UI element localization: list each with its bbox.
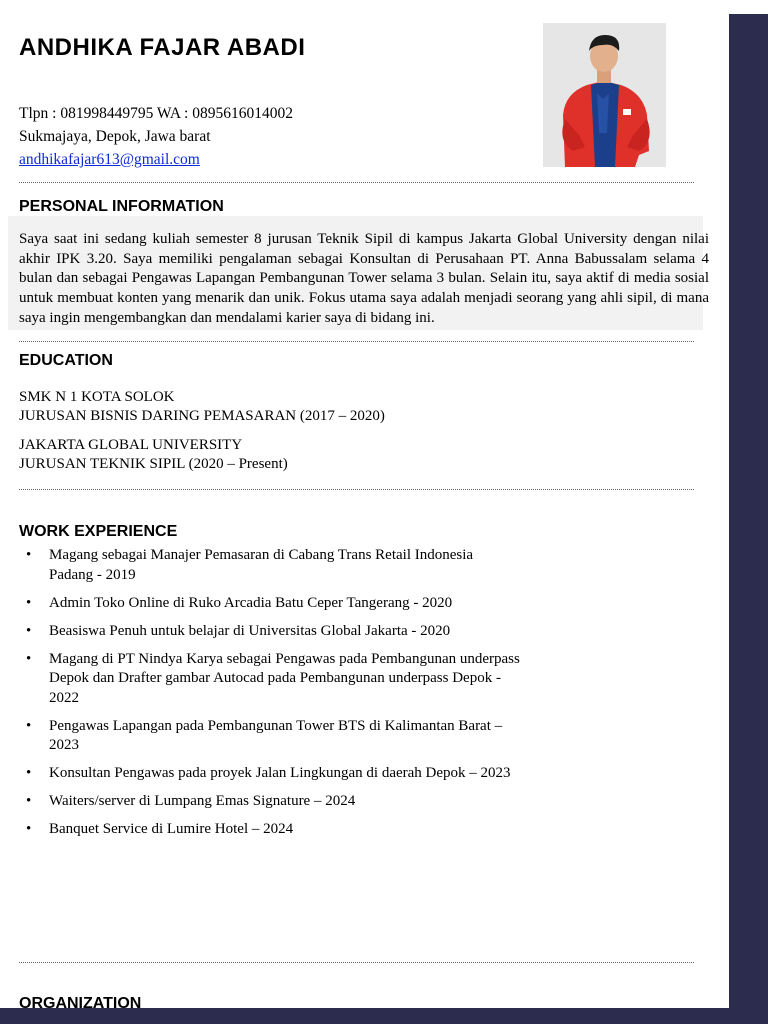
- list-item: [0, 792, 520, 812]
- bullet-icon: •: [26, 650, 32, 667]
- list-item: [0, 820, 520, 840]
- list-item: [0, 764, 520, 784]
- divider-work: [19, 962, 694, 963]
- candidate-name: ANDHIKA FAJAR ABADI: [19, 34, 306, 61]
- bullet-icon: •: [26, 821, 32, 837]
- bullet-icon: •: [26, 547, 32, 563]
- education-detail-1: JURUSAN BISNIS DARING PEMASARAN (2017 – 2020): [19, 408, 385, 424]
- list-item: [0, 717, 520, 756]
- section-title-work: WORK EXPERIENCE: [19, 523, 178, 540]
- decorative-sidebar-bar: [729, 14, 768, 1024]
- bullet-icon: •: [26, 765, 32, 781]
- bullet-icon: •: [26, 594, 32, 611]
- bullet-icon: •: [26, 622, 32, 639]
- work-item-text: Waiters/server di Lumpang Emas Signature – 2024: [49, 793, 356, 809]
- section-title-organization: ORGANIZATION: [19, 995, 142, 1012]
- work-item-text: Pengawas Lapangan pada Pembangunan Tower BTS di Kalimantan Barat – 2023: [49, 717, 503, 753]
- list-item: [0, 650, 520, 709]
- section-title-personal: PERSONAL INFORMATION: [19, 198, 224, 215]
- divider-header: [19, 182, 694, 183]
- personal-info-text: Saya saat ini sedang kuliah semester 8 jurusan Teknik Sipil di kampus Jakarta Global University dengan nilai akhir IPK 3.20. Saya memiliki pengalaman sebagai Konsultan di Perusahaan PT. Anna Babussalam selama 4 bulan dan sebagai Pengawas Lapangan Pembangunan Tower selama 3 bulan. Selain itu, saya aktif di media sosial untuk membuat konten yang menarik dan unik. Fokus utama saya adalah menjadi seorang yang ahli sipil, di mana saya ingin mengembangkan dan mendalami karier saya di bidang ini.: [19, 231, 709, 326]
- work-item-text: Beasiswa Penuh untuk belajar di Universitas Global Jakarta - 2020: [49, 622, 451, 639]
- bullet-icon: •: [26, 793, 32, 809]
- work-item-text: Konsultan Pengawas pada proyek Jalan Lingkungan di daerah Depok – 2023: [49, 765, 511, 781]
- education-detail-2: JURUSAN TEKNIK SIPIL (2020 – Present): [19, 456, 288, 472]
- profile-photo: [543, 23, 666, 167]
- work-experience-list: [0, 546, 520, 848]
- email-link[interactable]: andhikafajar613@gmail.com: [19, 151, 200, 168]
- person-photo-icon: [543, 23, 666, 167]
- address: Sukmajaya, Depok, Jawa barat: [19, 128, 211, 145]
- work-item-text: Magang sebagai Manajer Pemasaran di Cabang Trans Retail Indonesia Padang - 2019: [49, 547, 474, 583]
- phone-line: Tlpn : 081998449795 WA : 0895616014002: [19, 105, 293, 122]
- divider-education: [19, 489, 694, 490]
- education-school-1: SMK N 1 KOTA SOLOK: [19, 389, 175, 405]
- work-item-text: Magang di PT Nindya Karya sebagai Pengawas pada Pembangunan underpass Depok dan Drafter gambar Autocad pada Pembangunan underpass Depok - 2022: [49, 650, 520, 706]
- work-item-text: Admin Toko Online di Ruko Arcadia Batu Ceper Tangerang - 2020: [49, 594, 453, 611]
- bullet-icon: •: [26, 717, 32, 734]
- work-item-text: Banquet Service di Lumire Hotel – 2024: [49, 821, 294, 837]
- list-item: [0, 594, 520, 614]
- list-item: [0, 622, 520, 642]
- section-title-education: EDUCATION: [19, 352, 113, 369]
- divider-personal: [19, 341, 694, 342]
- list-item: [0, 546, 520, 585]
- education-school-2: JAKARTA GLOBAL UNIVERSITY: [19, 437, 243, 453]
